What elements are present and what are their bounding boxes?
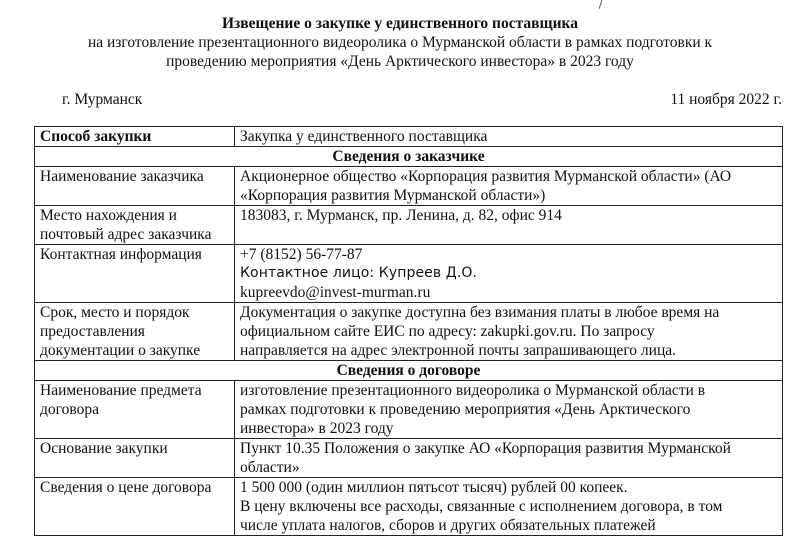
docs-label-line: предоставления	[40, 323, 145, 340]
location-label	[35, 206, 235, 245]
table-row	[35, 381, 783, 439]
table-row	[35, 206, 783, 245]
basis-value-line: Пункт 10.35 Положения о закупке АО «Корпорация развития Мурманской	[240, 440, 731, 457]
location-label-line: Место нахождения и	[40, 207, 177, 224]
subject-value-line: инвестора» в 2023 году	[240, 420, 394, 437]
docs-value-line: направляется на адрес электронной почты запрашивающего лица.	[240, 342, 676, 359]
subject-value-line: изготовление презентационного видеоролика о Мурманской области в	[240, 382, 706, 399]
docs-label-line: документации о закупке	[40, 342, 201, 359]
contact-label: Контактная информация	[35, 245, 235, 303]
contact-email: kupreevdo@invest-murman.ru	[240, 284, 431, 301]
price-label: Сведения о цене договора	[35, 478, 235, 536]
subject-value	[235, 381, 783, 439]
table-row	[35, 245, 783, 303]
table-row	[35, 127, 783, 147]
section-customer-heading: Сведения о заказчике	[35, 147, 783, 167]
table-row	[35, 303, 783, 361]
docs-value-line: Документация о закупке доступна без взимания платы в любое время на	[240, 304, 720, 321]
subject-label-line: Наименование предмета	[40, 382, 202, 399]
document-date: 11 ноября 2022 г.	[670, 91, 782, 108]
procurement-table	[34, 126, 783, 536]
customer-name-line: «Корпорация развития Мурманской области»)	[240, 187, 546, 204]
document-title: Извещение о закупке у единственного поставщика	[222, 15, 578, 32]
docs-label-line: Срок, место и порядок	[40, 304, 190, 321]
table-row	[35, 147, 783, 167]
basis-label: Основание закупки	[35, 439, 235, 478]
customer-name-line: Акционерное общество «Корпорация развития Мурманской области» (АО	[240, 168, 732, 185]
docs-label	[35, 303, 235, 361]
basis-value	[235, 439, 783, 478]
customer-name-label: Наименование заказчика	[35, 167, 235, 206]
table-row	[35, 167, 783, 206]
price-value-line: 1 500 000 (один миллион пятьсот тысяч) рублей 00 копеек.	[240, 479, 628, 496]
customer-name-value	[235, 167, 783, 206]
basis-value-line: области»	[240, 459, 300, 476]
city: г. Мурманск	[62, 91, 143, 108]
method-label: Способ закупки	[35, 127, 235, 147]
docs-value	[235, 303, 783, 361]
contact-person: Контактное лицо: Купреев Д.О.	[240, 265, 478, 281]
document-subtitle-line-1: на изготовление презентационного видеоролика о Мурманской области в рамках подготовки к	[87, 34, 713, 51]
method-value: Закупка у единственного поставщика	[235, 127, 783, 147]
pen-mark	[599, 0, 603, 9]
table-row	[35, 361, 783, 381]
location-label-line: почтовый адрес заказчика	[40, 226, 212, 243]
table-row	[35, 439, 783, 478]
subject-label	[35, 381, 235, 439]
location-value: 183083, г. Мурманск, пр. Ленина, д. 82, офис 914	[235, 206, 783, 245]
section-contract-heading: Сведения о договоре	[35, 361, 783, 381]
docs-value-line: официальном сайте ЕИС по адресу: zakupki.gov.ru. По запросу	[240, 323, 655, 340]
subject-value-line: рамках подготовки к проведению мероприятия «День Арктического	[240, 401, 691, 418]
document-subtitle-line-2: проведению мероприятия «День Арктического инвестора» в 2023 году	[166, 53, 634, 70]
price-value-line: числе уплата налогов, сборов и других обязательных платежей	[240, 517, 656, 534]
contact-phone: +7 (8152) 56-77-87	[240, 246, 363, 263]
table-row	[35, 478, 783, 536]
price-value-line: В цену включены все расходы, связанные с исполнением договора, в том	[240, 498, 723, 515]
subject-label-line: договора	[40, 401, 99, 418]
price-value	[235, 478, 783, 536]
contact-value	[235, 245, 783, 303]
document-header	[0, 14, 800, 71]
